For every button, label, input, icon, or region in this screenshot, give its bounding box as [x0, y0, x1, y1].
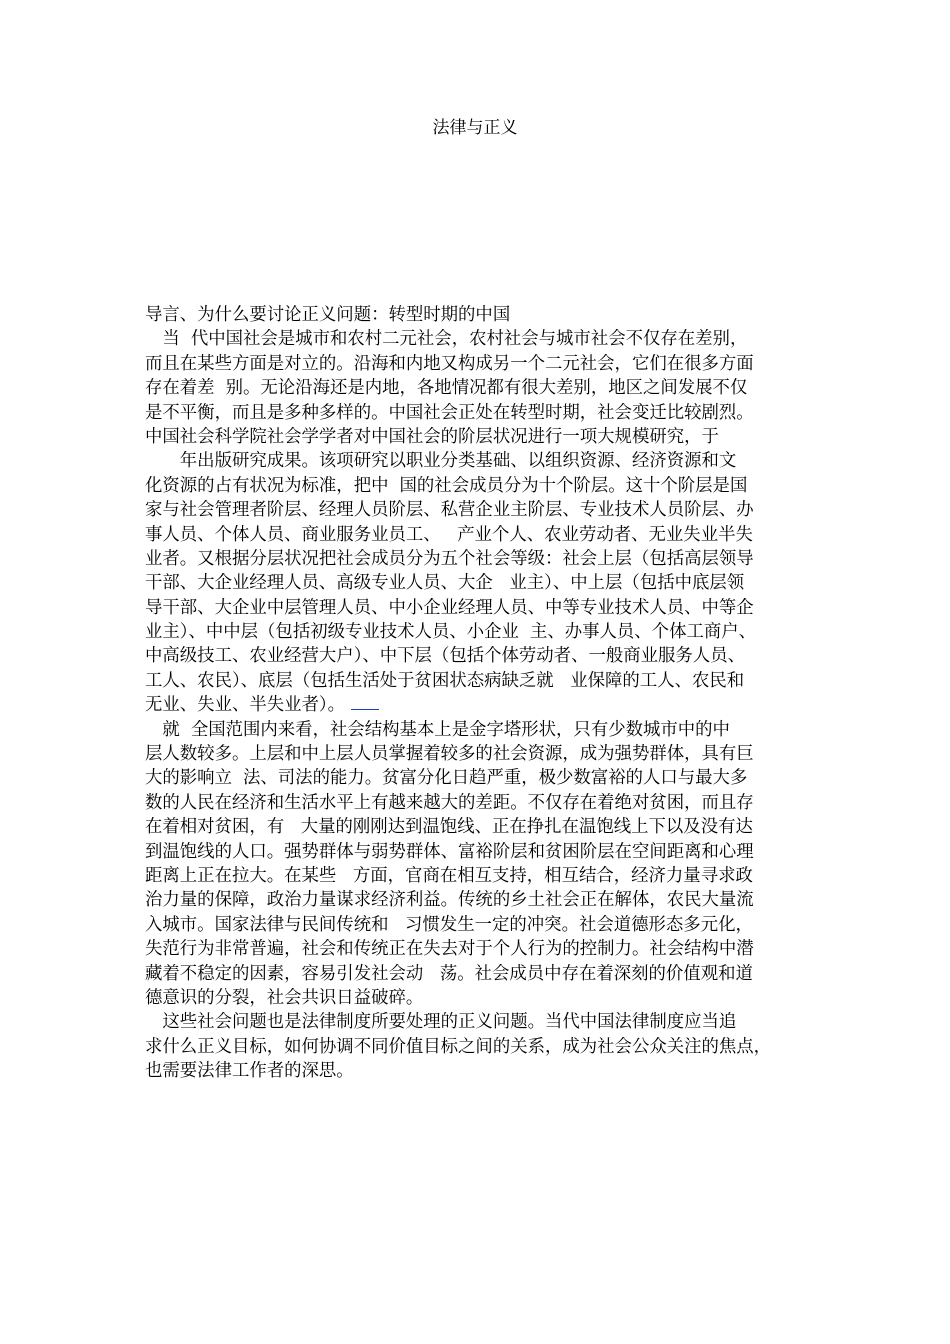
- text-line: 层人数较多。上层和中上层人员掌握着较多的社会资源，成为强势群体，具有巨: [145, 744, 754, 765]
- text-line: 是不平衡，而且是多种多样的。中国社会正处在转型时期，社会变迁比较剧烈。: [145, 402, 754, 423]
- text-line: 工人、农民）、底层（包括生活处于贫困状态病缺乏就 业保障的工人、农民和: [145, 670, 745, 691]
- text-line: 无业、失业、半失业者）。: [145, 695, 345, 716]
- text-line: 数的人民在经济和生活水平上有越来越大的差距。不仅存在着绝对贫困，而且存: [145, 792, 754, 813]
- text-line: 当 代中国社会是城市和农村二元社会，农村社会与城市社会不仅存在差别，: [145, 329, 748, 350]
- text-line: 这些社会问题也是法律制度所要处理的正义问题。当代中国法律制度应当追: [145, 1012, 737, 1033]
- text-line: 导干部、大企业中层管理人员、中小企业经理人员、中等专业技术人员、中等企: [145, 597, 754, 618]
- text-line: 距离上正在拉大。在某些 方面，官商在相互支持，相互结合，经济力量寻求政: [145, 865, 753, 886]
- text-line: 失范行为非常普遍，社会和传统正在失去对于个人行为的控制力。社会结构中潜: [145, 939, 754, 960]
- text-line: 德意识的分裂，社会共识日益破碎。: [145, 987, 424, 1008]
- text-line: 事人员、个体人员、商业服务业员工、 产业个人、农业劳动者、无业失业半失: [145, 524, 753, 545]
- text-line: 而且在某些方面是对立的。沿海和内地又构成另一个二元社会，它们在很多方面: [145, 353, 754, 374]
- text-line: 到温饱线的人口。强势群体与弱势群体、富裕阶层和贫困阶层在空间距离和心理: [145, 841, 754, 862]
- section-heading: 导言、为什么要讨论正义问题：转型时期的中国: [145, 305, 511, 325]
- text-line: 藏着不稳定的因素，容易引发社会动 荡。社会成员中存在着深刻的价值观和道: [145, 963, 753, 984]
- text-line: 在着相对贫困，有 大量的刚刚达到温饱线、正在挣扎在温饱线上下以及没有达: [145, 817, 753, 838]
- document-body: [145, 303, 810, 1084]
- text-line: 存在着差 别。无论沿海还是内地，各地情况都有很大差别，地区之间发展不仅: [145, 378, 748, 399]
- text-line: 化资源的占有状况为标准，把中 国的社会成员分为十个阶层。这十个阶层是国: [145, 475, 748, 496]
- text-line: 求什么正义目标，如何协调不同价值目标之间的关系，成为社会公众关注的焦点，: [145, 1036, 772, 1057]
- text-line: 年出版研究成果。该项研究以职业分类基础、以组织资源、经济资源和文: [145, 451, 737, 472]
- text-line: 就 全国范围内来看，社会结构基本上是金字塔形状，只有少数城市中的中: [145, 719, 730, 740]
- text-line: 也需要法律工作者的深思。: [145, 1061, 354, 1082]
- text-line: 大的影响立 法、司法的能力。贫富分化日趋严重，极少数富裕的人口与最大多: [145, 768, 748, 789]
- footnote-link[interactable]: [351, 695, 379, 710]
- document-title: 法律与正义: [432, 118, 518, 138]
- text-line-with-footnote: [145, 693, 810, 717]
- text-line: 中国社会科学院社会学学者对中国社会的阶层状况进行一项大规模研究，于: [145, 426, 719, 447]
- text-line: 业者。又根据分层状况把社会成员分为五个社会等级：社会上层（包括高层领导: [145, 548, 754, 569]
- text-line: 中高级技工、农业经营大户）、中下层（包括个体劳动者、一般商业服务人员、: [145, 646, 745, 667]
- text-line: 家与社会管理者阶层、经理人员阶层、私营企业主阶层、专业技术人员阶层、办: [145, 500, 754, 521]
- text-line: 干部、大企业经理人员、高级专业人员、大企 业主）、中上层（包括中底层领: [145, 573, 745, 594]
- text-line: 入城市。国家法律与民间传统和 习惯发生一定的冲突。社会道德形态多元化，: [145, 914, 753, 935]
- text-line: 治力量的保障，政治力量谋求经济利益。传统的乡土社会正在解体，农民大量流: [145, 890, 754, 911]
- text-line: 业主）、中中层（包括初级专业技术人员、小企业 主、办事人员、个体工商户、: [145, 622, 757, 643]
